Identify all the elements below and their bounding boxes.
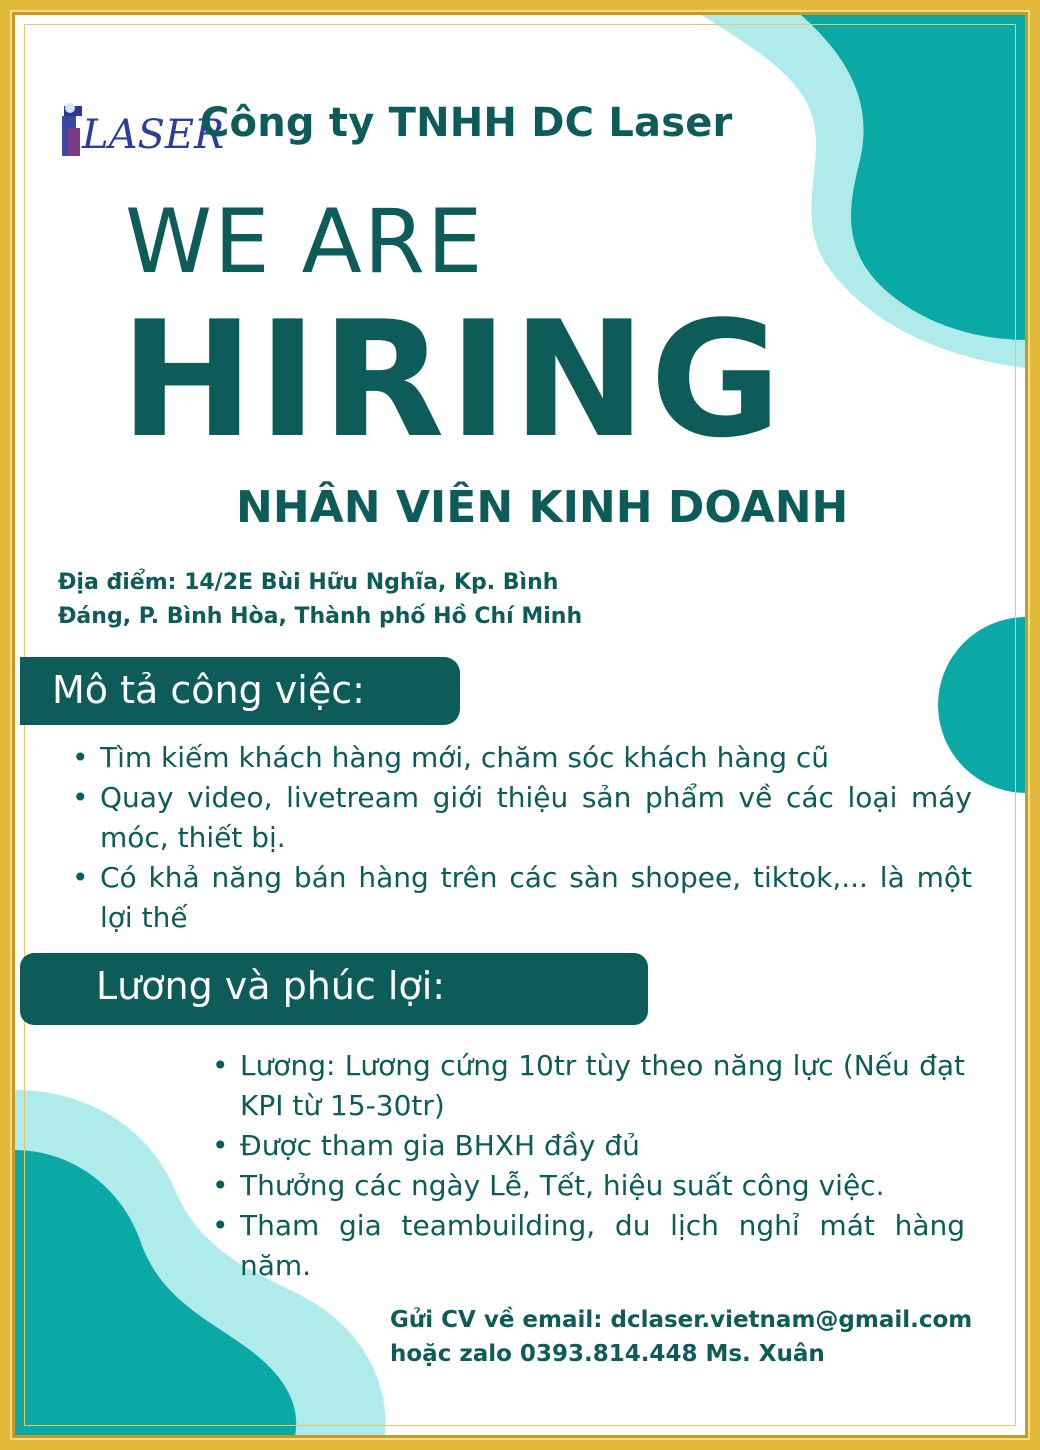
company-logo <box>58 98 225 160</box>
headline-we-are: WE ARE <box>125 190 485 293</box>
location <box>58 566 618 634</box>
benefits-list <box>210 1046 965 1286</box>
list-item: • Có khả năng bán hàng trên các sàn shopee, tiktok,... là một lợi thế <box>70 858 972 938</box>
job-description-heading: Mô tả công việc: <box>20 657 460 725</box>
list-item: • Thưởng các ngày Lễ, Tết, hiệu suất công việc. <box>210 1166 965 1206</box>
logo-text: LASER <box>82 112 225 158</box>
job-description-list <box>70 738 972 938</box>
list-item: • Được tham gia BHXH đầy đủ <box>210 1126 965 1166</box>
position-title: NHÂN VIÊN KINH DOANH <box>236 482 849 533</box>
list-item: • Lương: Lương cứng 10tr tùy theo năng lực (Nếu đạt KPI từ 15-30tr) <box>210 1046 965 1126</box>
location-line-2: Đáng, P. Bình Hòa, Thành phố Hồ Chí Minh <box>58 604 583 629</box>
headline-hiring: HIRING <box>120 286 786 473</box>
list-item: • Quay video, livetream giới thiệu sản phẩm về các loại máy móc, thiết bị. <box>70 778 972 858</box>
benefits-heading: Lương và phúc lợi: <box>20 953 648 1025</box>
location-line-1: Địa điểm: 14/2E Bùi Hữu Nghĩa, Kp. Bình <box>58 570 559 595</box>
contact-info <box>390 1303 972 1371</box>
contact-email[interactable]: Gửi CV về email: dclaser.vietnam@gmail.com <box>390 1307 973 1333</box>
company-name: Công ty TNHH DC Laser <box>200 100 733 146</box>
list-item: • Tham gia teambuilding, du lịch nghỉ mát hàng năm. <box>210 1206 965 1286</box>
list-item: • Tìm kiếm khách hàng mới, chăm sóc khách hàng cũ <box>70 738 972 778</box>
contact-zalo: hoặc zalo 0393.814.448 Ms. Xuân <box>390 1341 825 1367</box>
